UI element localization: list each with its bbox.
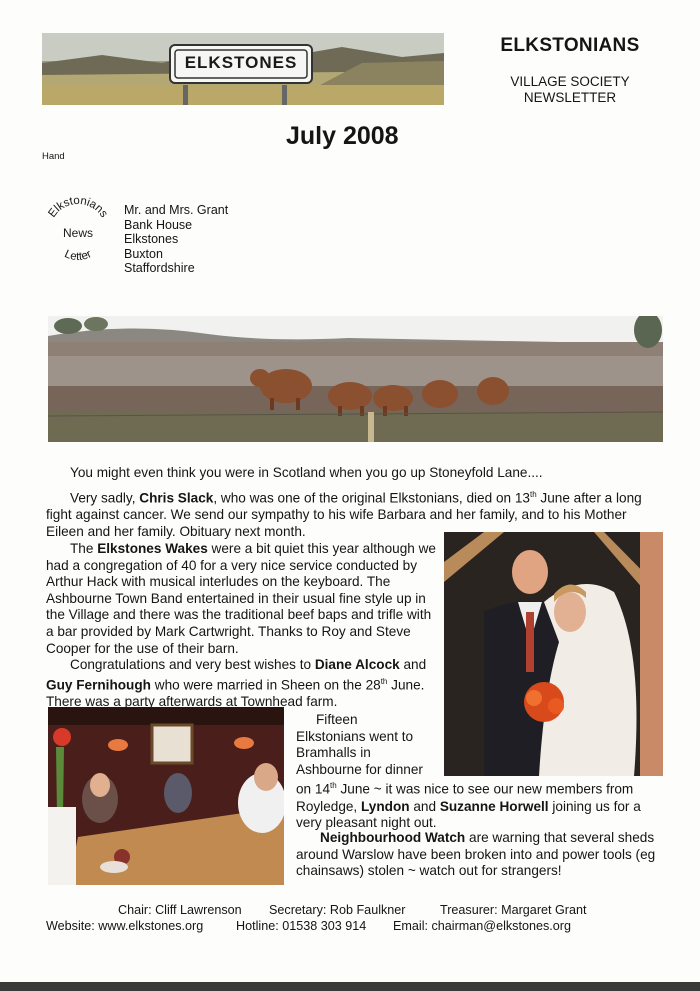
paragraph-text: June ~ it was nice to see our new members from xyxy=(336,781,634,797)
logo-word-bottom: Letter xyxy=(62,248,94,264)
highland-cattle-photo xyxy=(48,316,663,442)
footer-treasurer: Treasurer: Margaret Grant xyxy=(440,903,587,917)
article-paragraph-2 xyxy=(46,487,664,540)
scheme-name: Neighbourhood Watch xyxy=(320,830,466,845)
newsletter-subtitle xyxy=(470,74,670,106)
village-sign-text: ELKSTONES xyxy=(184,53,298,72)
paragraph-text: Ashbourne for dinner xyxy=(296,761,423,777)
event-name: Elkstones Wakes xyxy=(97,541,208,556)
subtitle-line2: NEWSLETTER xyxy=(523,90,617,105)
footer-website: Website: www.elkstones.org xyxy=(46,919,204,933)
footer-hotline: Hotline: 01538 303 914 xyxy=(236,919,367,933)
paragraph-text: and xyxy=(399,657,427,672)
paragraph-text: , who was one of the original Elkstonians, died on 13 xyxy=(213,490,530,506)
article-paragraph-3 xyxy=(46,541,438,657)
article-paragraph-4 xyxy=(46,657,438,710)
address-line: Elkstones xyxy=(124,232,179,247)
paragraph-text: joining us for a xyxy=(548,798,641,814)
paragraph-text: and xyxy=(409,798,440,814)
person-name: Chris Slack xyxy=(139,490,214,506)
logo-word-middle: News xyxy=(62,226,94,240)
paragraph-text: who were married in Sheen on the 28 xyxy=(150,677,381,693)
paragraph-text: June after a long fight against cancer. We send our sympathy to his wife Barbara and her family, and to his Mother Eileen and her family. Obituary next month. xyxy=(46,490,642,539)
superscript: th xyxy=(529,490,537,499)
svg-text:Elkstonians xyxy=(46,195,110,220)
paragraph-text: The xyxy=(70,541,98,556)
paragraph-text: were a bit quiet this year although we had a congregation of 40 for a very nice service conducted by Arthur Hack with musical interludes on the keyboard. The Ashbourne Town Band entertained in their usual fine style up in the Village and there was the traditional beef baps and trifle with a bar provided by Mark Cartwright. Thanks to Roy and Steve Cooper for the use of their barn. xyxy=(46,541,436,656)
paragraph-text: on 14 xyxy=(296,781,331,797)
paragraph-text: very pleasant night out. xyxy=(296,815,437,831)
person-name: Diane Alcock xyxy=(314,657,400,672)
bottom-border xyxy=(0,982,700,991)
paragraph-text: June. There was a party afterwards at Townhead farm. xyxy=(46,677,425,709)
footer-chair: Chair: Cliff Lawrenson xyxy=(118,903,242,917)
recipient-address xyxy=(124,203,228,276)
person-name: Suzanne Horwell xyxy=(439,798,549,814)
address-line: Buxton xyxy=(124,246,163,261)
paragraph-text: You might even think you were in Scotland when you go up Stoneyfold Lane.... xyxy=(70,465,543,480)
paragraph-text: are warning that several sheds around Warslow have been broken into and power tools (eg chainsaws) stolen ~ watch out for strangers! xyxy=(296,830,656,879)
svg-text:Letter xyxy=(63,248,94,263)
paragraph-text: Bramhalls in xyxy=(296,745,371,761)
subtitle-line1: VILLAGE SOCIETY xyxy=(510,74,630,89)
footer-email: Email: chairman@elkstones.org xyxy=(393,919,571,933)
article-paragraph-5 xyxy=(296,712,666,832)
newsletter-logo xyxy=(42,192,114,270)
paragraph-text: Congratulations and very best wishes to xyxy=(70,657,315,672)
delivery-note: Hand xyxy=(42,151,65,162)
address-line: Bank House xyxy=(124,217,193,232)
address-line: Mr. and Mrs. Grant xyxy=(124,203,229,217)
superscript: th xyxy=(380,676,388,686)
footer-secretary: Secretary: Rob Faulkner xyxy=(269,903,406,917)
superscript: th xyxy=(330,781,337,791)
paragraph-text: Very sadly, xyxy=(70,490,140,506)
issue-date: July 2008 xyxy=(286,122,399,150)
person-name: Guy Fernihough xyxy=(46,677,151,693)
address-line: Staffordshire xyxy=(124,261,195,276)
society-name: ELKSTONIANS xyxy=(500,35,640,56)
person-name: Lyndon xyxy=(361,798,410,814)
article-paragraph-6 xyxy=(296,830,664,880)
article-paragraph-1 xyxy=(70,465,543,482)
logo-word-top: Elkstonians xyxy=(46,194,110,220)
dinner-photo xyxy=(48,707,284,885)
paragraph-text: Fifteen xyxy=(316,712,358,727)
paragraph-text: Royledge, xyxy=(296,798,361,814)
paragraph-text: Elkstonians went to xyxy=(296,728,414,744)
